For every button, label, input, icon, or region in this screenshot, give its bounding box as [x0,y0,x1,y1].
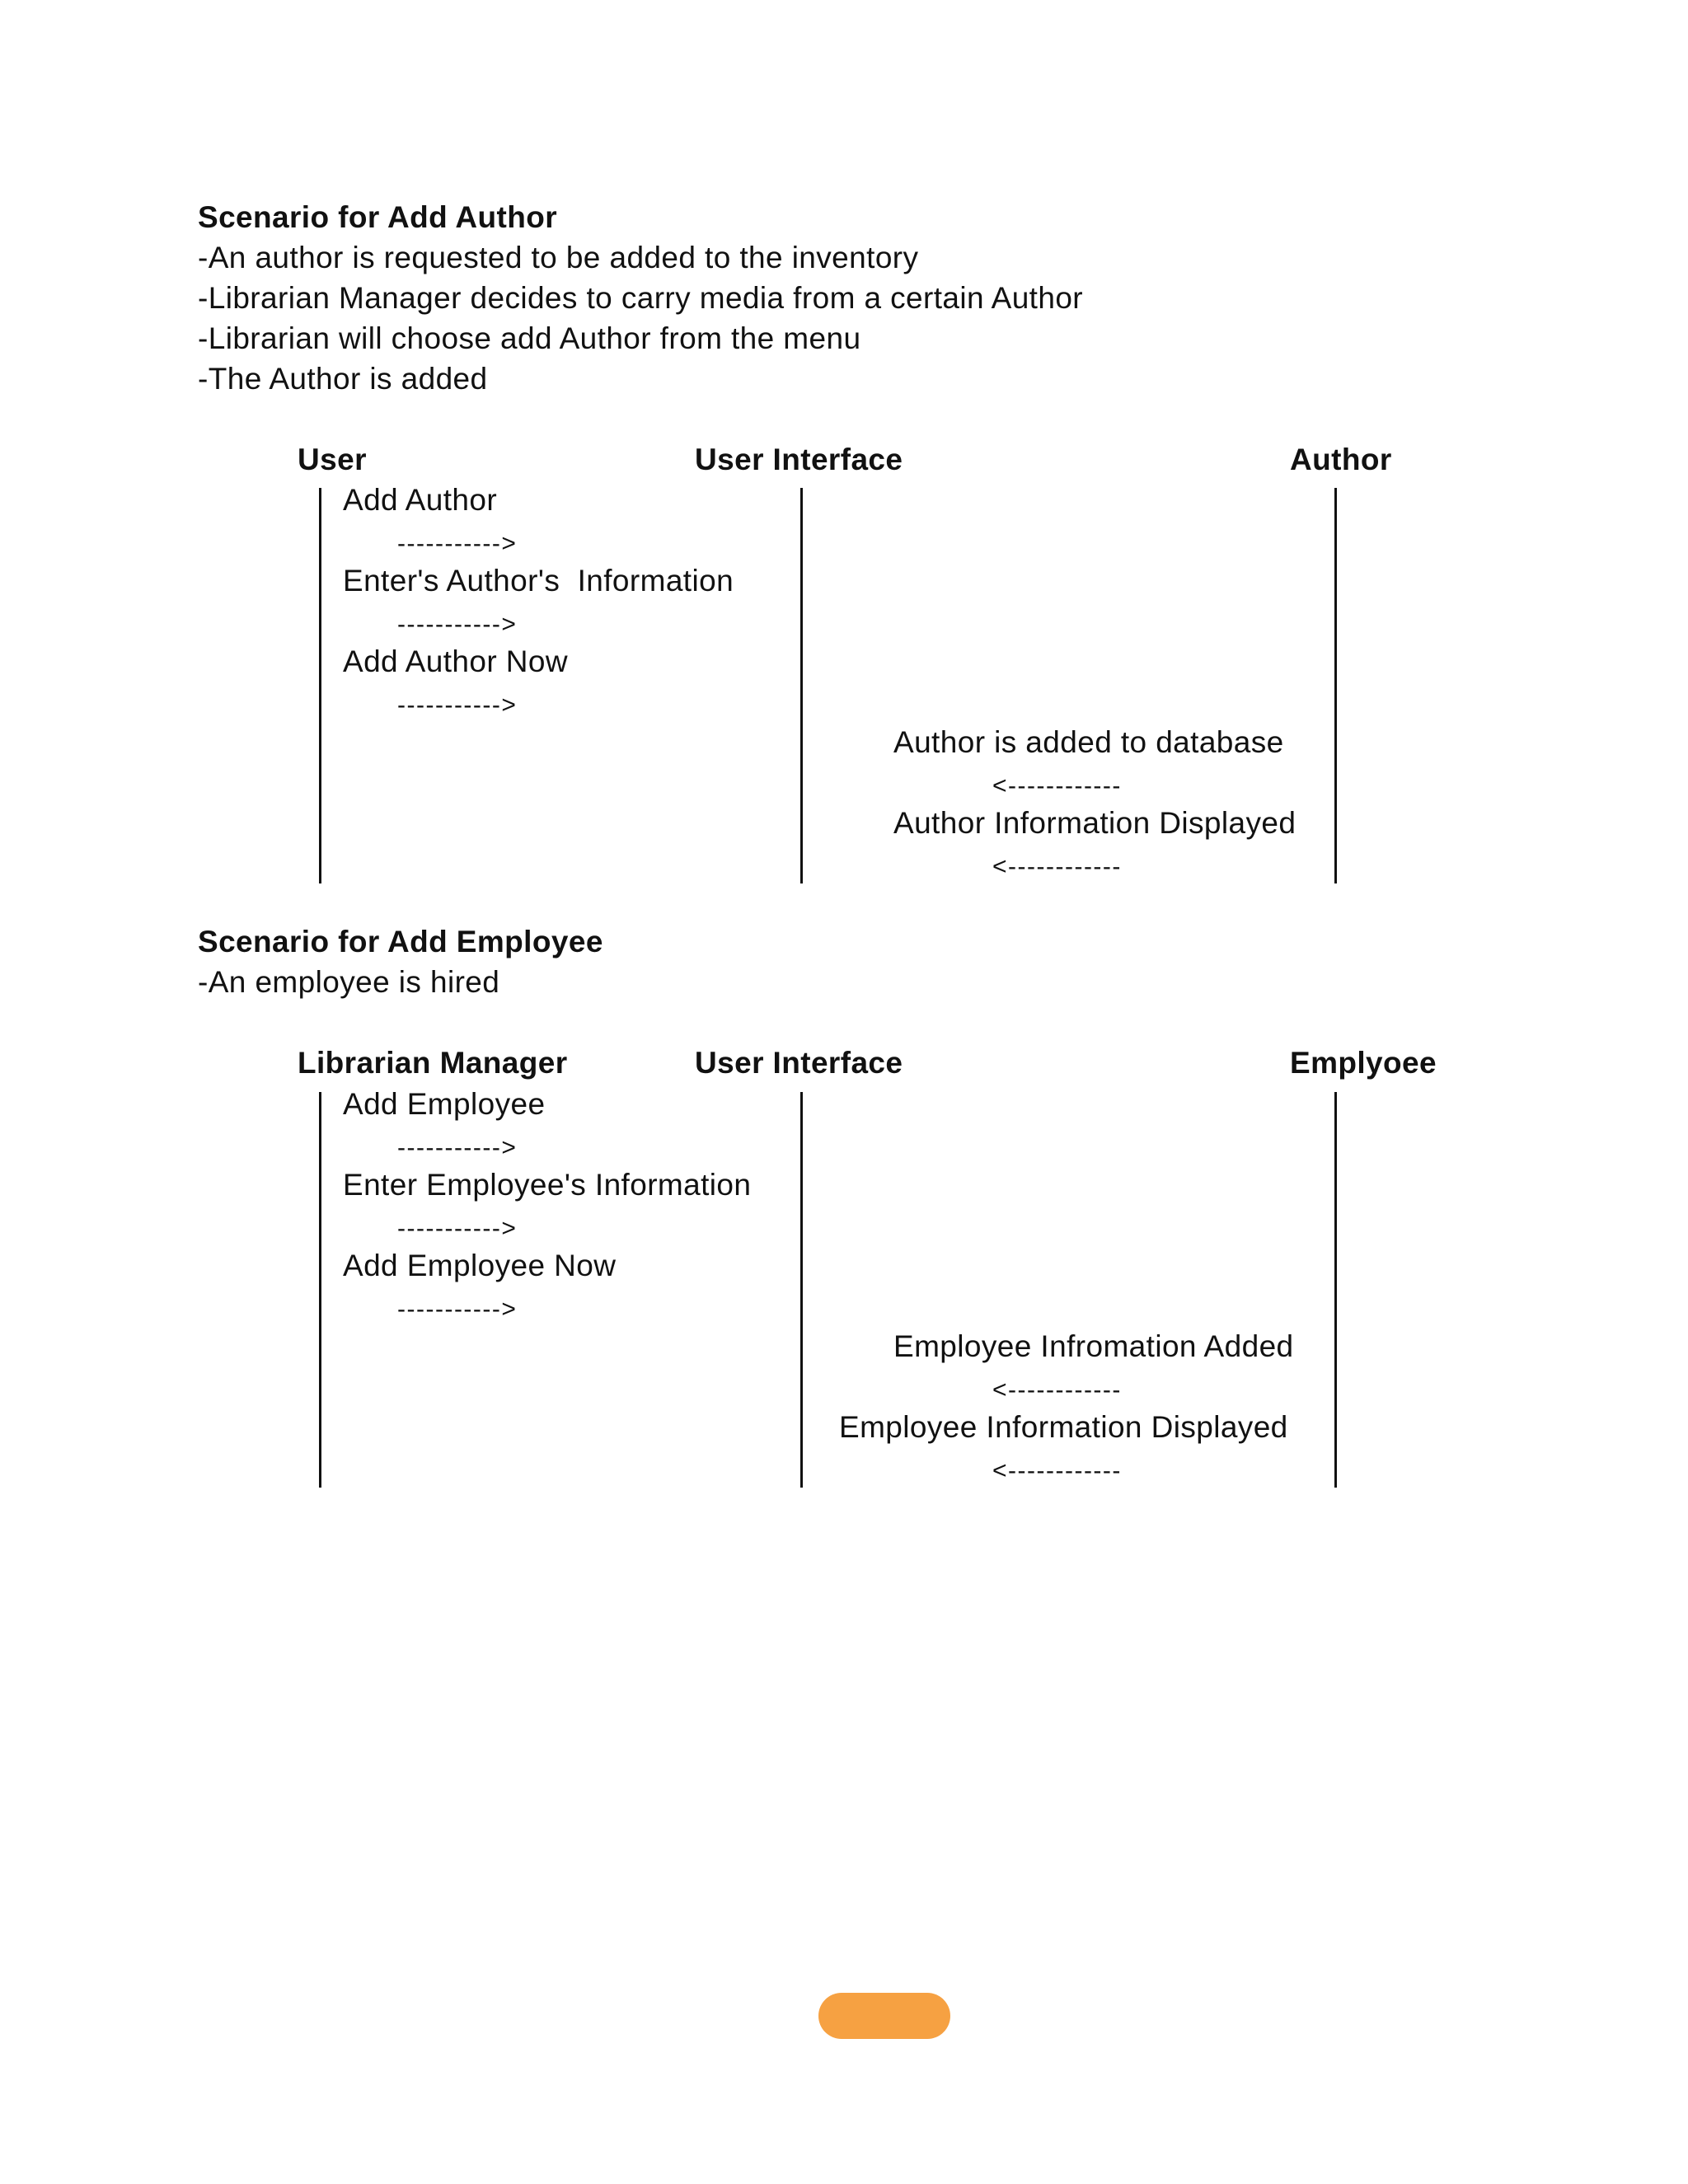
message-employee-info-displayed: Employee Information Displayed [839,1410,1288,1444]
message-add-employee: Add Employee [343,1087,546,1121]
actor-librarian-manager: Librarian Manager [298,1046,568,1080]
message-author-added: Author is added to database [893,725,1284,759]
employee-lifeline [1334,1092,1337,1488]
message-employee-info-added: Employee Infromation Added [893,1329,1294,1363]
author-scenario-line: -Librarian Manager decides to carry media from a certain Author [198,281,1084,315]
actor-user-interface: User Interface [695,1046,903,1080]
arrow-left: <------------ [992,772,1122,799]
actor-author: Author [1290,443,1392,476]
employee-scenario-heading: Scenario for Add Employee [198,925,603,958]
user-lifeline [319,488,321,883]
librarian-manager-lifeline [319,1092,321,1488]
user-interface-lifeline [800,1092,803,1488]
arrow-right: -----------> [397,1134,518,1161]
message-add-author: Add Author [343,483,498,517]
author-scenario-line: -Librarian will choose add Author from the menu [198,321,861,355]
arrow-left: <------------ [992,1457,1122,1484]
arrow-left: <------------ [992,1376,1122,1404]
message-add-author-now: Add Author Now [343,644,568,678]
author-lifeline [1334,488,1337,883]
message-author-info-displayed: Author Information Displayed [893,806,1296,840]
employee-scenario-line: -An employee is hired [198,965,500,999]
actor-user-interface: User Interface [695,443,903,476]
message-enter-employee-info: Enter Employee's Information [343,1168,752,1202]
author-scenario-heading: Scenario for Add Author [198,200,558,234]
actor-user: User [298,443,367,476]
author-scenario-line: -The Author is added [198,362,488,396]
arrow-right: -----------> [397,1296,518,1323]
user-interface-lifeline [800,488,803,883]
arrow-right: -----------> [397,691,518,719]
author-scenario-line: -An author is requested to be added to the inventory [198,241,919,274]
page-number-pill [818,1993,950,2039]
message-add-employee-now: Add Employee Now [343,1249,617,1282]
message-enter-author-info: Enter's Author's Information [343,564,734,598]
arrow-right: -----------> [397,530,518,557]
arrow-right: -----------> [397,611,518,638]
arrow-right: -----------> [397,1215,518,1242]
actor-employee: Emplyoee [1290,1046,1437,1080]
arrow-left: <------------ [992,853,1122,880]
